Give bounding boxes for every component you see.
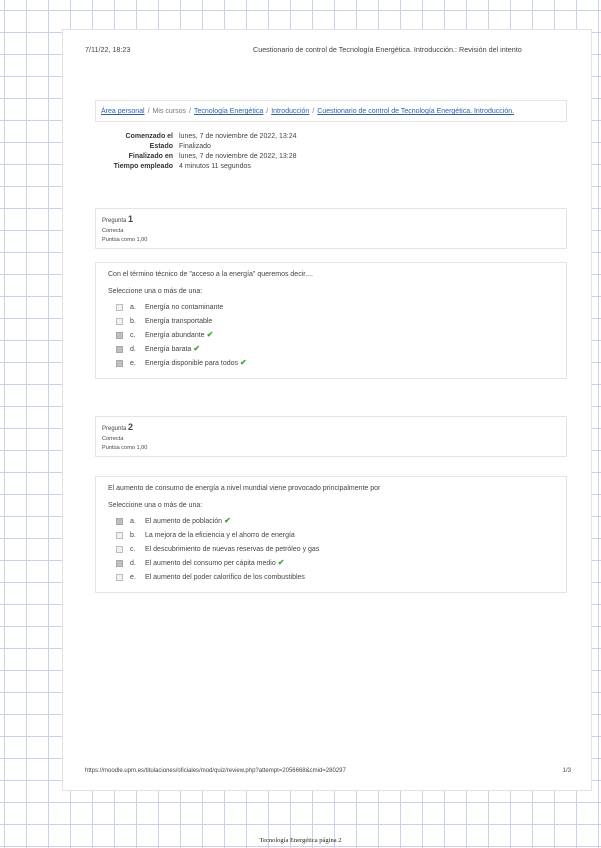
answer-option-d[interactable] — [108, 342, 554, 356]
breadcrumb-quiz[interactable]: Cuestionario de control de Tecnología Energética. Introducción. — [317, 108, 515, 115]
answer-checkbox[interactable] — [116, 332, 123, 339]
question-2-content — [95, 476, 567, 593]
option-letter: c. — [130, 545, 136, 553]
answer-checkbox[interactable] — [116, 518, 123, 525]
print-url: https://moodle.upm.es/titulaciones/oficiales/mod/quiz/review.php?attempt=2056668&cmid=280297 — [85, 768, 346, 774]
question-score: Puntúa como 1,00 — [102, 444, 148, 451]
option-letter: d. — [130, 559, 136, 567]
option-text: La mejora de la eficiencia y el ahorro de energía — [145, 531, 295, 539]
answer-option-b[interactable] — [108, 528, 554, 542]
correct-check-icon: ✔ — [224, 516, 231, 525]
correct-check-icon: ✔ — [240, 358, 247, 367]
question-prompt: Seleccione una o más de una: — [108, 288, 203, 295]
option-letter: b. — [130, 317, 136, 325]
summary-value: 4 minutos 11 segundos — [179, 163, 251, 170]
answer-checkbox[interactable] — [116, 318, 123, 325]
breadcrumb-my-courses[interactable]: Mis cursos — [152, 108, 186, 115]
summary-value: lunes, 7 de noviembre de 2022, 13:24 — [179, 133, 297, 140]
correct-check-icon: ✔ — [193, 344, 201, 353]
question-number — [102, 213, 560, 227]
option-text: Energía abundante — [145, 331, 205, 339]
answer-checkbox[interactable] — [116, 546, 123, 553]
answer-option-a[interactable] — [108, 514, 554, 528]
breadcrumb: Área personal / Mis cursos / Tecnología Energética / Introducción / Cuestionario de control de Tecnología Energética. Introducción. — [95, 100, 567, 122]
question-text: El aumento de consumo de energía a nivel mundial viene provocado principalmente por — [108, 485, 381, 492]
summary-row-started — [95, 133, 395, 140]
question-text: Con el término técnico de "acceso a la energía" queremos decir.... — [108, 271, 313, 278]
attempt-summary — [95, 133, 395, 173]
answer-option-a[interactable] — [108, 300, 554, 314]
answer-checkbox[interactable] — [116, 304, 123, 311]
answer-option-e[interactable] — [108, 570, 554, 584]
option-text: El aumento del poder calorífico de los combustibles — [145, 573, 305, 581]
option-letter: e. — [130, 359, 136, 367]
option-text: El aumento de población — [145, 517, 223, 525]
question-2-info — [95, 416, 567, 457]
summary-value: lunes, 7 de noviembre de 2022, 13:28 — [179, 153, 297, 160]
summary-label: Tiempo empleado — [113, 163, 173, 170]
option-text: El aumento del consumo per cápita medio — [145, 559, 276, 567]
question-label: Pregunta — [102, 426, 127, 432]
summary-label: Estado — [149, 143, 173, 150]
option-letter: e. — [130, 573, 136, 581]
answer-option-c[interactable] — [108, 542, 554, 556]
question-number-value: 2 — [128, 422, 134, 432]
option-letter: b. — [130, 531, 136, 539]
correct-check-icon: ✔ — [277, 558, 285, 567]
answer-checkbox[interactable] — [116, 360, 123, 367]
answer-option-c[interactable] — [108, 328, 554, 342]
option-text: El descubrimiento de nuevas reservas de petróleo y gas — [145, 545, 320, 553]
answer-checkbox[interactable] — [116, 574, 123, 581]
question-score: Puntúa como 1,00 — [102, 236, 148, 243]
question-number — [102, 421, 560, 435]
option-text: Energía barata — [145, 345, 192, 353]
answer-checkbox[interactable] — [116, 532, 123, 539]
question-label: Pregunta — [102, 218, 127, 224]
answer-option-b[interactable] — [108, 314, 554, 328]
option-letter: c. — [130, 331, 136, 339]
summary-row-state — [95, 143, 395, 150]
question-1-content — [95, 262, 567, 379]
summary-row-time — [95, 163, 395, 170]
print-date: 7/11/22, 18:23 — [85, 45, 131, 54]
print-page-number: 1/3 — [562, 768, 571, 774]
answer-checkbox[interactable] — [116, 560, 123, 567]
option-text: Energía disponible para todos — [145, 359, 239, 367]
page-caption: Tecnología Energética página 2 — [259, 837, 342, 844]
question-status: Correcta — [102, 227, 124, 234]
question-1-info — [95, 208, 567, 249]
option-letter: a. — [130, 303, 136, 311]
question-prompt: Seleccione una o más de una: — [108, 502, 203, 509]
question-number-value: 1 — [128, 214, 134, 224]
summary-row-finished — [95, 153, 395, 160]
breadcrumb-personal-area[interactable]: Área personal — [101, 108, 145, 115]
option-letter: a. — [130, 517, 136, 525]
answer-checkbox[interactable] — [116, 346, 123, 353]
option-text: Energía no contaminante — [145, 303, 224, 311]
summary-label: Finalizado en — [128, 153, 173, 160]
option-letter: d. — [130, 345, 136, 353]
answer-option-e[interactable] — [108, 356, 554, 370]
answer-option-d[interactable] — [108, 556, 554, 570]
question-status: Correcta — [102, 435, 124, 442]
breadcrumb-course[interactable]: Tecnología Energética — [193, 108, 264, 115]
option-text: Energía transportable — [145, 317, 213, 325]
breadcrumb-section[interactable]: Introducción — [271, 108, 310, 115]
summary-value: Finalizado — [179, 143, 211, 150]
summary-label: Comenzado el — [125, 133, 173, 140]
printed-page — [63, 30, 591, 790]
print-title: Cuestionario de control de Tecnología Energética. Introducción.: Revisión del intento — [253, 45, 522, 54]
correct-check-icon: ✔ — [206, 330, 214, 339]
